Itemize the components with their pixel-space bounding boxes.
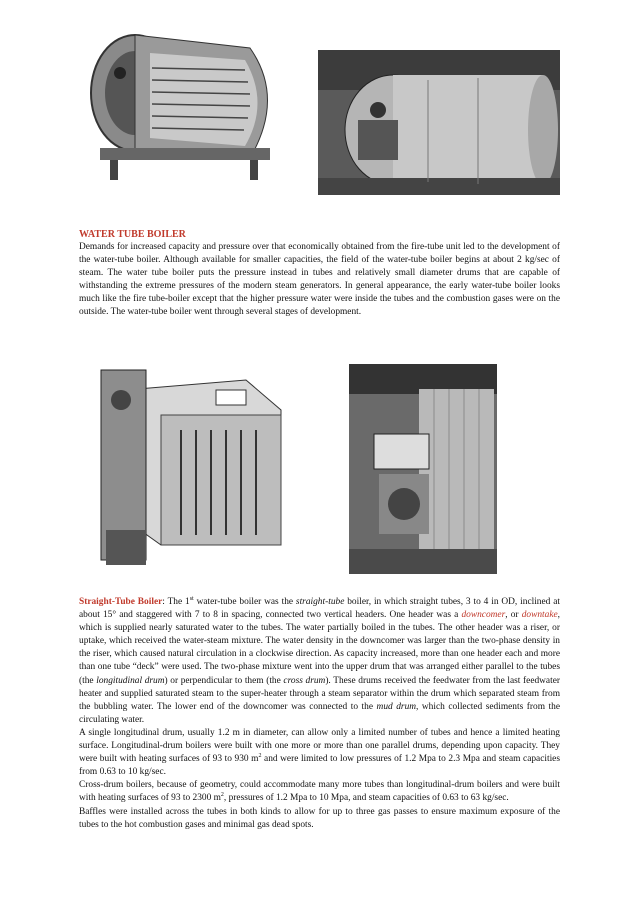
watertube-boiler-cutaway-photo bbox=[96, 360, 291, 575]
straight-tube-paragraph-2 bbox=[79, 727, 560, 779]
superscript: 2 bbox=[258, 753, 262, 759]
text-run: , or bbox=[505, 610, 522, 621]
section-heading-water-tube-boiler: WATER TUBE BOILER bbox=[79, 229, 186, 240]
term-downcomer: downcomer bbox=[461, 610, 506, 621]
straight-tube-heading: Straight-Tube Boiler bbox=[79, 597, 163, 607]
text-run: ). These drums received the feedwater from the last feedwater heater and supplied saturated steam to the super-heater through a steam separator within the drum which separated steam from the bubbling water. The lower end of the downcomer was connected to the bbox=[79, 675, 560, 712]
text-run: boiler, in which straight tubes, 3 to 4 in OD, inclined at about 15° and staggered with 7 to 8 in spacing, connected two vertical headers. One header was a bbox=[79, 597, 560, 621]
term-downtake: downtake bbox=[521, 610, 558, 621]
text-run: and were limited to low pressures of 1.2 Mpa to 2.3 Mpa and steam capacities from 0.63 to 10 kg/sec. bbox=[79, 754, 560, 778]
superscript: st bbox=[189, 595, 194, 602]
text-run: , which collected sediments from the circulating water. bbox=[79, 701, 560, 725]
water-tube-intro-paragraph: Demands for increased capacity and pressure over that economically obtained from the fire-tube unit led to the development of the water-tube boiler. Although available for smaller capacities, the field of the water-tube boiler begins at about 2 kg/sec of steam. The water tube boiler puts the pressure instead in tubes and relatively small diameter drums that are capable of withstanding the extreme pressures of the modern steam generators. In general appearance, the early water-tube boiler looks much like the fire tube-boiler except that the higher pressure water were inside the tubes and the combustion gases were on the outside. The water-tube boiler went through several stages of development. bbox=[79, 242, 560, 318]
text-run: , pressures of 1.2 Mpa to 10 Mpa, and steam capacities of 0.63 to 63 kg/sec. bbox=[223, 793, 509, 804]
straight-tube-paragraph-4: Baffles were installed across the tubes in both kinds to allow for up to three gas passes to ensure maximum exposure of the tubes to the hot combustion gases and minimal gas dead spots. bbox=[79, 806, 560, 830]
text-run: Cross-drum boilers, because of geometry, could accommodate many more tubes than longitudinal-drum boilers and were built with heating surfaces of 93 to 2300 m bbox=[79, 780, 560, 804]
firetube-boiler-installed-photo bbox=[318, 50, 560, 195]
italic-term: cross drum bbox=[283, 675, 326, 686]
text-run: , which is supplied nearly saturated water to the tubes. The water partially boiled in the tubes. The other header was a riser, or uptake, which received the water-steam mixture. The water density in the downcomer was larger than the two-phase density in the riser, which caused natural circulation in a clockwise direction. As capacity increased, more than one header each and more than one tube “deck” were used. The two-phase mixture went into the upper drum that was arranged either parallel to the tubes (the bbox=[79, 610, 561, 686]
italic-term: mud drum bbox=[376, 701, 417, 712]
straight-tube-boiler-text bbox=[79, 596, 560, 832]
text-run: ) or perpendicular to them (the bbox=[164, 675, 284, 686]
straight-tube-paragraph-3 bbox=[79, 779, 560, 805]
straight-tube-paragraph-1 bbox=[79, 596, 560, 727]
italic-term: straight-tube bbox=[295, 597, 345, 607]
superscript: 2 bbox=[220, 792, 224, 799]
text-run: A single longitudinal drum, usually 1.2 m in diameter, can allow only a limited number of tubes and hence a limited heating surface. Longitudinal-drum boilers were built with one more or more than one parallel drums, depending upon capacity. They were built with heating surfaces of 93 to 930 m bbox=[79, 727, 560, 765]
firetube-boiler-cutaway-photo bbox=[80, 18, 295, 193]
italic-term: longitudinal drum bbox=[96, 675, 165, 686]
watertube-boiler-installed-photo bbox=[349, 364, 497, 574]
text-run: water-tube boiler was the bbox=[193, 597, 296, 607]
text-run: : The 1 bbox=[162, 597, 190, 607]
